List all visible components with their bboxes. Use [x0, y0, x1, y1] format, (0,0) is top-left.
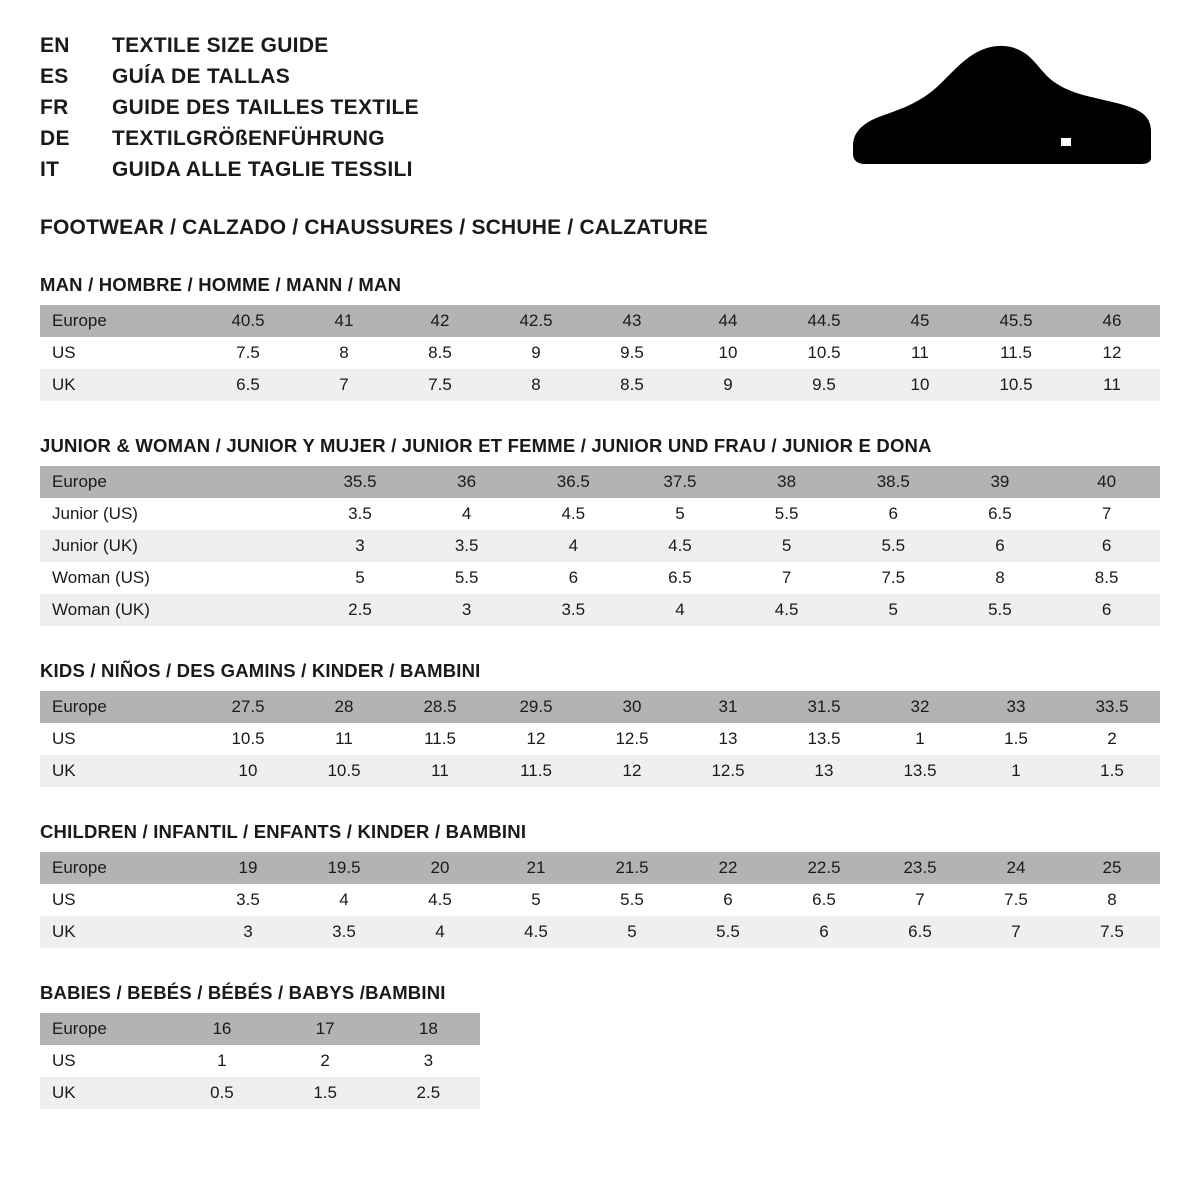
- table-row: [40, 337, 1160, 369]
- table-cell: 7: [872, 884, 968, 916]
- table-cell: 17: [274, 1013, 377, 1045]
- table-cell: 30: [584, 691, 680, 723]
- row-label: US: [40, 723, 200, 755]
- table-cell: 6: [947, 530, 1054, 562]
- table-cell: 5.5: [413, 562, 520, 594]
- table-cell: 1: [872, 723, 968, 755]
- table-cell: 12: [488, 723, 584, 755]
- size-section-children: [40, 821, 1160, 948]
- table-cell: 40.5: [200, 305, 296, 337]
- table-row: [40, 594, 1160, 626]
- table-cell: 44: [680, 305, 776, 337]
- table-cell: 6: [680, 884, 776, 916]
- table-cell: 10: [200, 755, 296, 787]
- row-label: Junior (US): [40, 498, 200, 530]
- row-label: Woman (UK): [40, 594, 200, 626]
- table-cell: 10.5: [968, 369, 1064, 401]
- language-title: GUÍA DE TALLAS: [112, 65, 291, 88]
- table-cell: 1.5: [968, 723, 1064, 755]
- table-row: [40, 852, 1160, 884]
- table-cell: 7: [968, 916, 1064, 948]
- table-row: [40, 691, 1160, 723]
- table-cell: 1: [968, 755, 1064, 787]
- table-cell: 1.5: [1064, 755, 1160, 787]
- table-cell: 6.5: [776, 884, 872, 916]
- section-title: JUNIOR & WOMAN / JUNIOR Y MUJER / JUNIOR ET FEMME / JUNIOR UND FRAU / JUNIOR E DONA: [40, 435, 932, 456]
- table-cell: 4.5: [488, 916, 584, 948]
- table-cell: 4: [296, 884, 392, 916]
- table-cell: 19.5: [296, 852, 392, 884]
- table-cell: 22: [680, 852, 776, 884]
- table-cell: 5.5: [680, 916, 776, 948]
- table-row: [40, 723, 1160, 755]
- table-cell: 6.5: [872, 916, 968, 948]
- table-cell: 9.5: [776, 369, 872, 401]
- size-tables-container: [40, 274, 1160, 1109]
- table-cell: 10.5: [200, 723, 296, 755]
- language-code: ES: [40, 65, 69, 88]
- table-cell: 28: [296, 691, 392, 723]
- size-table: [40, 466, 1160, 626]
- table-cell: 4.5: [627, 530, 734, 562]
- table-cell: 9.5: [584, 337, 680, 369]
- section-title: MAN / HOMBRE / HOMME / MANN / MAN: [40, 274, 402, 295]
- table-cell: 38: [733, 466, 840, 498]
- table-row: [40, 562, 1160, 594]
- table-cell: 4.5: [733, 594, 840, 626]
- table-cell: 6: [840, 498, 947, 530]
- table-cell: [200, 466, 307, 498]
- table-cell: 1.5: [274, 1077, 377, 1109]
- table-cell: 3.5: [520, 594, 627, 626]
- table-cell: 36: [413, 466, 520, 498]
- language-code: FR: [40, 96, 69, 119]
- table-cell: 38.5: [840, 466, 947, 498]
- table-cell: 7: [733, 562, 840, 594]
- table-cell: 35.5: [307, 466, 414, 498]
- table-cell: 5: [840, 594, 947, 626]
- table-cell: 7.5: [840, 562, 947, 594]
- category-title: FOOTWEAR / CALZADO / CHAUSSURES / SCHUHE / CALZATURE: [40, 216, 709, 239]
- table-cell: 22.5: [776, 852, 872, 884]
- language-code: IT: [40, 158, 60, 181]
- table-cell: 1: [170, 1045, 273, 1077]
- table-cell: 11.5: [968, 337, 1064, 369]
- table-cell: 46: [1064, 305, 1160, 337]
- table-cell: [200, 530, 307, 562]
- table-cell: 5.5: [584, 884, 680, 916]
- table-cell: 8: [488, 369, 584, 401]
- table-cell: 6.5: [947, 498, 1054, 530]
- table-cell: 7: [296, 369, 392, 401]
- table-cell: 21.5: [584, 852, 680, 884]
- size-table: [40, 1013, 480, 1109]
- table-cell: 41: [296, 305, 392, 337]
- table-cell: 45: [872, 305, 968, 337]
- table-cell: 11: [296, 723, 392, 755]
- table-row: [40, 1045, 480, 1077]
- table-cell: 8: [947, 562, 1054, 594]
- table-row: [40, 369, 1160, 401]
- table-cell: 44.5: [776, 305, 872, 337]
- table-cell: 8.5: [584, 369, 680, 401]
- table-row: [40, 466, 1160, 498]
- table-cell: 39: [947, 466, 1054, 498]
- table-cell: 19: [200, 852, 296, 884]
- table-cell: 11.5: [392, 723, 488, 755]
- section-title: CHILDREN / INFANTIL / ENFANTS / KINDER / BAMBINI: [40, 821, 527, 842]
- row-label: US: [40, 1045, 170, 1077]
- table-cell: 10.5: [776, 337, 872, 369]
- table-cell: 3: [200, 916, 296, 948]
- row-label: US: [40, 884, 200, 916]
- table-cell: [200, 498, 307, 530]
- table-cell: 6.5: [200, 369, 296, 401]
- table-cell: 8: [1064, 884, 1160, 916]
- table-cell: 5.5: [733, 498, 840, 530]
- table-cell: 10.5: [296, 755, 392, 787]
- table-cell: 5: [733, 530, 840, 562]
- table-row: [40, 884, 1160, 916]
- table-cell: 6: [1053, 594, 1160, 626]
- table-row: [40, 1013, 480, 1045]
- table-cell: [200, 594, 307, 626]
- table-cell: 43: [584, 305, 680, 337]
- table-cell: 9: [488, 337, 584, 369]
- table-row: [40, 916, 1160, 948]
- language-title: TEXTILGRÖßENFÜHRUNG: [112, 127, 385, 150]
- language-code: EN: [40, 34, 70, 57]
- table-cell: 2: [274, 1045, 377, 1077]
- size-section-babies: [40, 982, 1160, 1109]
- table-cell: 6: [776, 916, 872, 948]
- table-cell: 5: [584, 916, 680, 948]
- size-section-junior-woman: [40, 435, 1160, 626]
- size-table: [40, 852, 1160, 948]
- table-cell: 8.5: [392, 337, 488, 369]
- table-cell: 4: [627, 594, 734, 626]
- table-cell: 18: [377, 1013, 480, 1045]
- table-cell: 36.5: [520, 466, 627, 498]
- table-cell: 13.5: [776, 723, 872, 755]
- table-cell: 3.5: [413, 530, 520, 562]
- table-cell: 12: [1064, 337, 1160, 369]
- language-title: GUIDE DES TAILLES TEXTILE: [112, 96, 419, 119]
- table-cell: 25: [1064, 852, 1160, 884]
- table-cell: 32: [872, 691, 968, 723]
- table-cell: 13: [680, 723, 776, 755]
- table-cell: 31.5: [776, 691, 872, 723]
- table-cell: 31: [680, 691, 776, 723]
- row-label: Europe: [40, 466, 200, 498]
- table-row: [40, 755, 1160, 787]
- table-cell: 13.5: [872, 755, 968, 787]
- table-cell: 6.5: [627, 562, 734, 594]
- table-cell: 3.5: [200, 884, 296, 916]
- language-title: TEXTILE SIZE GUIDE: [112, 34, 329, 57]
- table-cell: 9: [680, 369, 776, 401]
- table-cell: 45.5: [968, 305, 1064, 337]
- table-cell: 4: [520, 530, 627, 562]
- table-cell: 7.5: [968, 884, 1064, 916]
- row-label: Europe: [40, 691, 200, 723]
- language-code: DE: [40, 127, 70, 150]
- table-cell: 12: [584, 755, 680, 787]
- table-cell: 11: [392, 755, 488, 787]
- table-cell: 3.5: [296, 916, 392, 948]
- table-row: [40, 498, 1160, 530]
- table-cell: 23.5: [872, 852, 968, 884]
- table-cell: 12.5: [680, 755, 776, 787]
- table-cell: 4: [413, 498, 520, 530]
- size-section-kids: [40, 660, 1160, 787]
- table-cell: 24: [968, 852, 1064, 884]
- table-cell: 10: [872, 369, 968, 401]
- table-cell: 3.5: [307, 498, 414, 530]
- table-cell: 33.5: [1064, 691, 1160, 723]
- table-cell: 5: [627, 498, 734, 530]
- table-cell: 12.5: [584, 723, 680, 755]
- table-cell: 0.5: [170, 1077, 273, 1109]
- table-cell: 3: [307, 530, 414, 562]
- table-row: [40, 530, 1160, 562]
- section-title: KIDS / NIÑOS / DES GAMINS / KINDER / BAMBINI: [40, 660, 481, 681]
- table-cell: 7.5: [200, 337, 296, 369]
- table-row: [40, 1077, 480, 1109]
- table-cell: 20: [392, 852, 488, 884]
- table-cell: 7: [1053, 498, 1160, 530]
- row-label: UK: [40, 1077, 170, 1109]
- row-label: Europe: [40, 305, 200, 337]
- table-cell: 4.5: [520, 498, 627, 530]
- table-cell: 10: [680, 337, 776, 369]
- table-cell: 40: [1053, 466, 1160, 498]
- row-label: US: [40, 337, 200, 369]
- table-cell: 42: [392, 305, 488, 337]
- size-section-man: [40, 274, 1160, 401]
- row-label: Woman (US): [40, 562, 200, 594]
- row-label: UK: [40, 755, 200, 787]
- table-cell: 5.5: [840, 530, 947, 562]
- table-cell: 3: [377, 1045, 480, 1077]
- size-table: [40, 691, 1160, 787]
- table-cell: 7.5: [392, 369, 488, 401]
- table-cell: 2.5: [377, 1077, 480, 1109]
- table-row: [40, 305, 1160, 337]
- table-cell: 28.5: [392, 691, 488, 723]
- language-title: GUIDA ALLE TAGLIE TESSILI: [112, 158, 413, 181]
- table-cell: 2.5: [307, 594, 414, 626]
- table-cell: 4.5: [392, 884, 488, 916]
- row-label: UK: [40, 916, 200, 948]
- table-cell: 7.5: [1064, 916, 1160, 948]
- table-cell: 6: [1053, 530, 1160, 562]
- table-cell: 8.5: [1053, 562, 1160, 594]
- row-label: UK: [40, 369, 200, 401]
- table-cell: [200, 562, 307, 594]
- table-cell: 5: [488, 884, 584, 916]
- table-cell: 13: [776, 755, 872, 787]
- table-cell: 42.5: [488, 305, 584, 337]
- section-title: BABIES / BEBÉS / BÉBÉS / BABYS /BAMBINI: [40, 982, 446, 1003]
- table-cell: 11: [872, 337, 968, 369]
- table-cell: 5: [307, 562, 414, 594]
- table-cell: 29.5: [488, 691, 584, 723]
- table-cell: 27.5: [200, 691, 296, 723]
- row-label: Junior (UK): [40, 530, 200, 562]
- table-cell: 5.5: [947, 594, 1054, 626]
- table-cell: 16: [170, 1013, 273, 1045]
- table-cell: 6: [520, 562, 627, 594]
- table-cell: 3: [413, 594, 520, 626]
- table-cell: 2: [1064, 723, 1160, 755]
- table-cell: 11: [1064, 369, 1160, 401]
- table-cell: 4: [392, 916, 488, 948]
- row-label: Europe: [40, 1013, 170, 1045]
- table-cell: 37.5: [627, 466, 734, 498]
- row-label: Europe: [40, 852, 200, 884]
- table-cell: 33: [968, 691, 1064, 723]
- table-cell: 11.5: [488, 755, 584, 787]
- size-table: [40, 305, 1160, 401]
- dress-shoe-icon: [795, 42, 1155, 182]
- table-cell: 8: [296, 337, 392, 369]
- table-cell: 21: [488, 852, 584, 884]
